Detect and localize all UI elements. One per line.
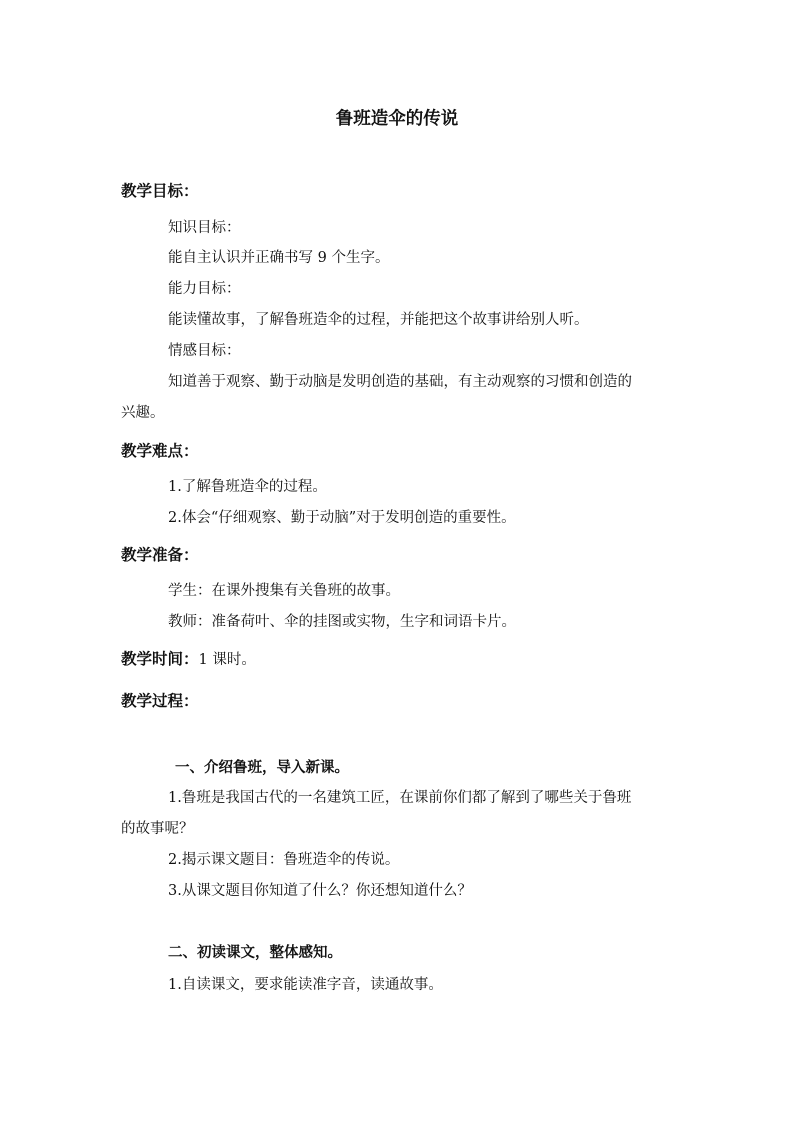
process-heading: 教学过程： xyxy=(121,691,199,710)
section1-item1-line1: 1.鲁班是我国古代的一名建筑工匠，在课前你们都了解到了哪些关于鲁班 xyxy=(168,790,632,806)
section1-item1-line2: 的故事呢？ xyxy=(121,821,194,837)
document-title: 鲁班造伞的传说 xyxy=(335,109,459,129)
section1-item3: 3.从课文题目你知道了什么？你还想知道什么？ xyxy=(168,883,472,899)
emotion-text-line1: 知道善于观察、勤于动脑是发明创造的基础，有主动观察的习惯和创造的 xyxy=(168,374,632,390)
section2-item1: 1.自读课文，要求能读准字音，读通故事。 xyxy=(168,977,443,993)
time-row xyxy=(121,648,256,671)
time-heading: 教学时间： xyxy=(121,649,199,668)
emotion-text-line2: 兴趣。 xyxy=(121,405,165,421)
time-value: 1 课时。 xyxy=(198,652,256,668)
section1-title: 一、介绍鲁班，导入新课。 xyxy=(175,759,349,776)
section2-title: 二、初读课文，整体感知。 xyxy=(168,944,342,961)
ability-label: 能力目标： xyxy=(168,281,241,297)
preparation-heading: 教学准备： xyxy=(121,545,199,564)
knowledge-label: 知识目标： xyxy=(168,220,241,236)
difficulties-heading: 教学难点： xyxy=(121,441,199,460)
preparation-student: 学生：在课外搜集有关鲁班的故事。 xyxy=(168,583,400,599)
preparation-teacher: 教师：准备荷叶、伞的挂图或实物，生字和词语卡片。 xyxy=(168,614,516,630)
knowledge-text: 能自主认识并正确书写 9 个生字。 xyxy=(168,250,390,266)
difficulty-item-2: 2.体会“仔细观察、勤于动脑”对于发明创造的重要性。 xyxy=(168,510,516,526)
objectives-heading: 教学目标： xyxy=(121,181,199,200)
difficulty-item-1: 1.了解鲁班造伞的过程。 xyxy=(168,479,327,495)
section1-item2: 2.揭示课文题目：鲁班造伞的传说。 xyxy=(168,852,400,868)
emotion-label: 情感目标： xyxy=(168,343,241,359)
ability-text: 能读懂故事，了解鲁班造伞的过程，并能把这个故事讲给别人听。 xyxy=(168,312,589,328)
